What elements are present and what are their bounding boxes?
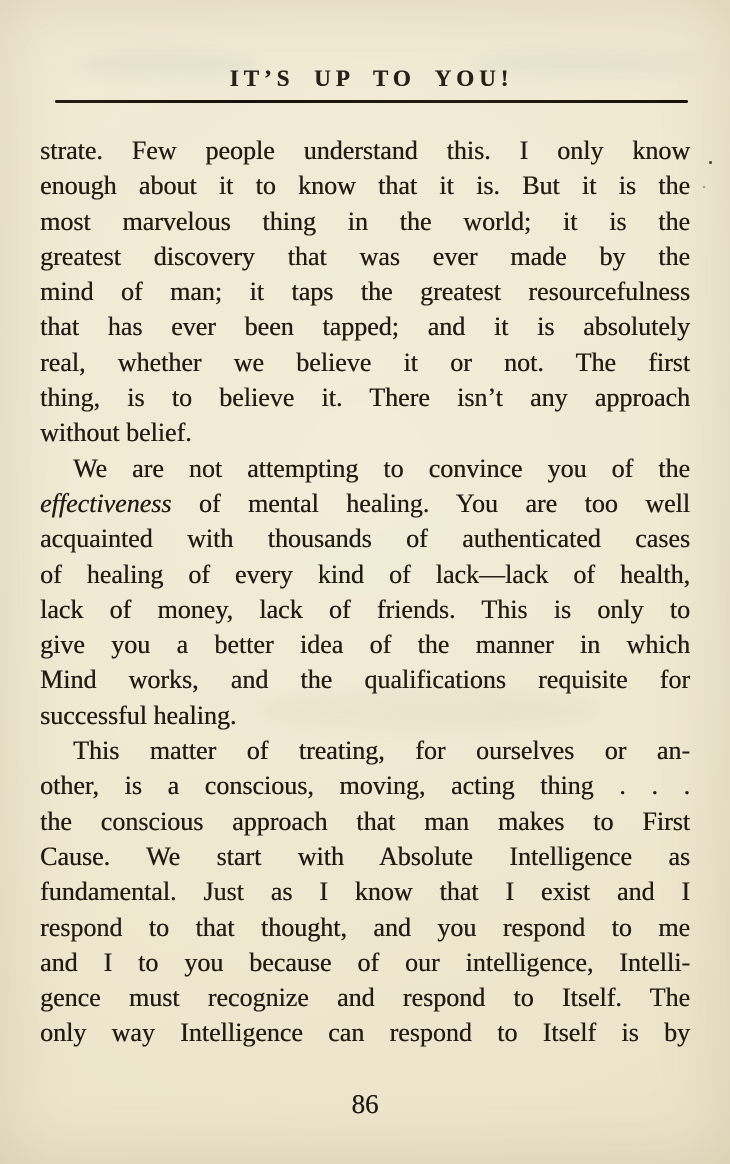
text-segment: thing, is to believe it. There isn’t any approach <box>40 383 690 413</box>
text-segment: strate. Few people understand this. I only know <box>40 136 690 165</box>
text-segment: acquainted with thousands of authenticated cases <box>40 524 690 554</box>
text-line <box>40 627 690 662</box>
italic-text-segment: effectiveness <box>40 488 172 518</box>
text-line <box>40 451 690 486</box>
text-line <box>40 768 690 803</box>
text-segment: gence must recognize and respond to Itself. The <box>40 983 690 1013</box>
text-segment: other, is a conscious, moving, acting thing . . . <box>40 771 690 801</box>
text-line <box>40 910 690 945</box>
text-line <box>40 133 690 168</box>
text-segment: successful healing. <box>40 700 237 730</box>
text-line <box>40 557 690 592</box>
text-segment: mind of man; it taps the greatest resourcefulness <box>40 277 690 307</box>
text-segment: Cause. We start with Absolute Intelligence as <box>40 841 690 871</box>
text-segment: We are not attempting to convince you of the <box>73 453 690 483</box>
text-segment: give you a better idea of the manner in which <box>40 630 690 660</box>
text-line <box>40 592 690 627</box>
text-line <box>40 1015 690 1050</box>
text-segment: Mind works, and the qualifications requisite for <box>40 665 690 695</box>
text-line <box>40 204 690 239</box>
text-segment: respond to that thought, and you respond to me <box>40 912 690 942</box>
text-line <box>40 874 690 909</box>
text-line <box>40 309 690 344</box>
text-segment: enough about it to know that it is. But it is the <box>40 171 690 201</box>
text-line <box>40 274 690 309</box>
text-line <box>40 839 690 874</box>
text-line <box>40 945 690 980</box>
text-line <box>40 698 690 733</box>
text-segment: and I to you because of our intelligence, Intelli- <box>40 947 690 977</box>
text-segment: lack of money, lack of friends. This is only to <box>40 594 690 624</box>
text-line <box>40 415 690 450</box>
text-segment: greatest discovery that was ever made by the <box>40 241 690 271</box>
text-line <box>40 662 690 697</box>
text-line <box>40 168 690 203</box>
text-segment: most marvelous thing in the world; it is the <box>40 206 690 236</box>
text-segment: without belief. <box>40 418 192 448</box>
text-segment: of mental healing. You are too well <box>171 488 690 518</box>
text-segment: that has ever been tapped; and it is absolutely <box>40 312 690 342</box>
text-line <box>40 345 690 380</box>
text-line <box>40 804 690 839</box>
page-text-block <box>40 133 690 1051</box>
text-segment: fundamental. Just as I know that I exist and I <box>40 877 690 907</box>
text-segment: only way Intelligence can respond to Itself is by <box>40 1018 690 1048</box>
text-line <box>40 486 690 521</box>
text-line <box>40 521 690 556</box>
text-segment: of healing of every kind of lack—lack of health, <box>40 559 690 589</box>
text-segment: real, whether we believe it or not. The first <box>40 347 690 377</box>
text-line <box>40 239 690 274</box>
ink-speck <box>709 161 712 164</box>
ink-speck <box>703 186 705 188</box>
page-number: 86 <box>351 1089 379 1119</box>
running-head-title: IT’S UP TO YOU! <box>229 66 514 91</box>
text-line <box>40 980 690 1015</box>
text-segment: the conscious approach that man makes to First <box>40 806 690 836</box>
text-line <box>40 380 690 415</box>
text-segment: This matter of treating, for ourselves or an- <box>73 736 690 766</box>
header-rule <box>55 100 688 103</box>
text-line <box>40 733 690 768</box>
